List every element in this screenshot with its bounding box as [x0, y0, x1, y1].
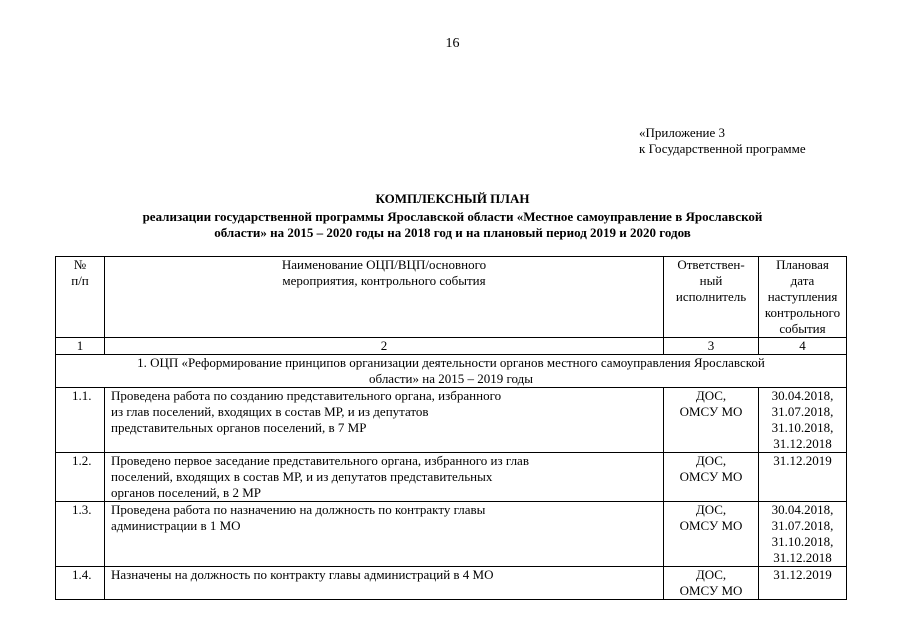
column-number: 2: [105, 338, 664, 355]
title-heading: КОМПЛЕКСНЫЙ ПЛАН: [375, 191, 530, 206]
header-number: № п/п: [56, 257, 105, 338]
table-row: [56, 502, 847, 567]
row-description: Проведено первое заседание представительного органа, избранного из глав поселений, входящих в состав МР, и из депутатов представительных органов поселений, в 2 МР: [105, 453, 664, 502]
row-description: Проведена работа по созданию представительного органа, избранного из глав поселений, входящих в состав МР, и из депутатов представительных органов поселений, в 7 МР: [105, 388, 664, 453]
appendix-note: [639, 125, 806, 157]
appendix-line-2: к Государственной программе: [639, 141, 806, 156]
column-number: 4: [759, 338, 847, 355]
column-number: 1: [56, 338, 105, 355]
document-title: [60, 191, 845, 241]
row-dates: 30.04.2018, 31.07.2018, 31.10.2018, 31.12.2018: [759, 502, 847, 567]
plan-table: [55, 256, 847, 600]
column-number: 3: [664, 338, 759, 355]
row-number: 1.1.: [56, 388, 105, 453]
section-row: [56, 355, 847, 388]
section-title: 1. ОЦП «Реформирование принципов организации деятельности органов местного самоуправления Ярославской области» на 2015 – 2019 годы: [56, 355, 847, 388]
row-number: 1.2.: [56, 453, 105, 502]
table-row: [56, 388, 847, 453]
row-responsible: ДОС, ОМСУ МО: [664, 388, 759, 453]
row-description: Проведена работа по назначению на должность по контракту главы администрации в 1 МО: [105, 502, 664, 567]
table-row: [56, 453, 847, 502]
appendix-line-1: «Приложение 3: [639, 125, 726, 140]
title-subheading-line-2: области» на 2015 – 2020 годы на 2018 год и на плановый период 2019 и 2020 годов: [214, 225, 691, 240]
row-responsible: ДОС, ОМСУ МО: [664, 453, 759, 502]
row-responsible: ДОС, ОМСУ МО: [664, 502, 759, 567]
title-subheading-line-1: реализации государственной программы Ярославской области «Местное самоуправление в Ярославской: [142, 209, 763, 224]
row-dates: 31.12.2019: [759, 453, 847, 502]
header-responsible: Ответствен- ный исполнитель: [664, 257, 759, 338]
row-description: Назначены на должность по контракту главы администраций в 4 МО: [105, 567, 664, 600]
row-number: 1.3.: [56, 502, 105, 567]
row-dates: 31.12.2019: [759, 567, 847, 600]
row-dates: 30.04.2018, 31.07.2018, 31.10.2018, 31.12.2018: [759, 388, 847, 453]
table-header-row: [56, 257, 847, 338]
table-row: [56, 567, 847, 600]
row-responsible: ДОС, ОМСУ МО: [664, 567, 759, 600]
header-planned-date: Плановая дата наступления контрольного события: [759, 257, 847, 338]
page-number: 16: [445, 36, 460, 51]
header-name: Наименование ОЦП/ВЦП/основного мероприятия, контрольного события: [105, 257, 664, 338]
row-number: 1.4.: [56, 567, 105, 600]
column-numbers-row: [56, 338, 847, 355]
